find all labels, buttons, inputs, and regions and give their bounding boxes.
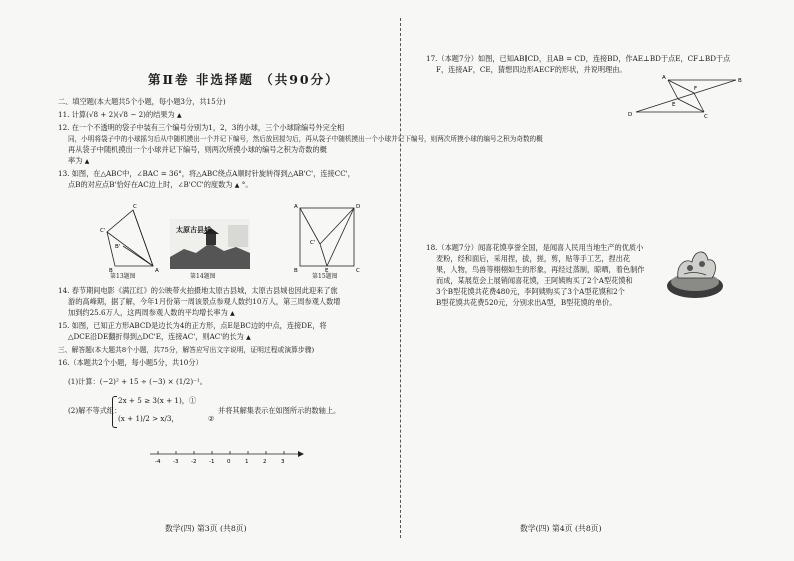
answer-blank-icon: ▲ (230, 310, 235, 317)
question-15-line-1: 15. 如图，已知正方形ABCD是边长为4的正方形，点E是BC边的中点，连接DE，将 (58, 321, 327, 330)
page-divider (400, 18, 401, 538)
question-15-text: △DCE沿DE翻折得到△DC'E，连接AC'，则AC'的长为 (68, 332, 244, 341)
question-13-end: °。 (241, 180, 253, 189)
question-12-line-4 (68, 156, 89, 167)
inequality-2-mark: ② (208, 414, 215, 423)
question-18-line-5: 3个B型花馍共花费480元，李阿姨购买了3个A型花馍和2个 (436, 287, 625, 296)
question-18-line-1: 18.（本题7分）闻喜花馍享誉全国，是闻喜人民用当地生产的优质小 (426, 243, 644, 252)
number-line-label: 0 (227, 459, 231, 465)
answer-blank-icon: ▲ (234, 182, 240, 189)
fig13-label-b-prime: B' (115, 244, 121, 250)
question-14-line-3 (68, 308, 235, 319)
fig17-label-f: F (694, 86, 698, 92)
question-14-text: 加到约25.6万人，这两周参观人数的平均增长率为 (68, 308, 228, 317)
page-4-footer: 数学(四) 第4页 (共8页) (520, 524, 602, 533)
fig15-label-c-prime: C' (310, 240, 316, 246)
figure-14-caption-art: 太原古县城 (176, 225, 211, 234)
fig17-label-b: B (738, 78, 742, 84)
question-18-line-6: B型花馍共花费520元，分别求出A型，B型花馍的单价。 (436, 298, 617, 307)
question-17-line-1: 17.（本题7分）如图，已知AB∥CD，且AB = CD，连接BD，作AE⊥BD于点E，CF⊥BD于点 (426, 54, 731, 63)
question-18-line-3: 果，人物，鸟兽等栩栩如生的形象，再经过蒸制，晾晒，着色制作 (436, 265, 645, 274)
number-line-label: -2 (191, 459, 197, 465)
fig15-label-e: E (325, 268, 329, 274)
inequality-1: 2x + 5 ≥ 3(x + 1)，① (118, 396, 197, 405)
figure-14-photo (170, 219, 250, 269)
question-17-line-2: F，连接AF，CE，猜想四边形AECF的形状，并说明理由。 (436, 65, 627, 74)
fig15-label-c: C (356, 268, 360, 274)
fig17-label-a: A (662, 75, 666, 81)
fig13-label-c-prime: C' (100, 228, 106, 234)
question-16-part-2-label: (2)解不等式组： (68, 406, 122, 415)
question-16-part-1: (1)计算：(−2)² + 15 ÷ (−3) × (1/2)⁻¹。 (68, 377, 207, 386)
question-12-line-2: 同，小明将袋子中的小球摇匀后从中随机摸出一个并记下编号，然后放回搅匀后，再从袋子中随机摸出一个小球并记下编号，则两次所摸小球的编号之积为奇数的概 (68, 135, 543, 143)
question-18-line-4: 而成，某展览会上展销闻喜花馍，王阿姨购买了2个A型花馍和 (436, 276, 633, 285)
fig15-label-b: B (294, 268, 298, 274)
figure-13-caption: 第13题图 (110, 273, 136, 280)
fig13-label-a: A (155, 268, 159, 274)
question-11 (58, 110, 182, 121)
number-line-ticks (155, 451, 285, 465)
number-line-label: -3 (173, 459, 179, 465)
fig15-label-a: A (294, 204, 298, 210)
question-14-line-2: 游的高峰期，据了解，今年1月份第一周该景点参观人数约10万人，第三周参观人数增 (68, 297, 341, 306)
fig17-label-c: C (704, 114, 708, 120)
figure-17 (624, 72, 750, 120)
exam-page-4 (402, 0, 794, 561)
system-brace (112, 396, 117, 428)
section-title: 第Ⅱ卷 非选择题 （共90分） (148, 72, 340, 87)
number-line-label: 1 (245, 459, 249, 465)
question-11-text: 11. 计算(√8 + 2)(√8 − 2)的结果为 (58, 110, 175, 119)
number-line-label: -1 (209, 459, 215, 465)
question-13-line-1: 13. 如图，在△ABC中，∠BAC = 36°，将△ABC绕点A顺时针旋转得到△AB'C'，连接CC'， (58, 169, 355, 178)
question-13-text: 点B的对应点B'恰好在AC边上时，∠B'CC'的度数为 (68, 180, 233, 189)
fig13-label-b: B (109, 268, 113, 274)
question-12-tail: 率为 (68, 156, 83, 165)
question-12-line-3: 再从袋子中随机摸出一个小球并记下编号，则两次所摸小球的编号之积为奇数的概 (68, 145, 327, 154)
fig15-label-d: D (356, 204, 361, 210)
section-3-heading: 三、解答题(本大题共8个小题，共75分，解答应写出文字说明，证明过程或演算步骤) (58, 346, 315, 354)
question-16-part-2-tail: 并将其解集表示在如图所示的数轴上。 (218, 406, 341, 415)
huamo-photo-icon (664, 238, 726, 304)
question-18-line-2: 麦粉，经和面后，采用捏，拔，搓，剪，贴等手工艺，捏出花 (436, 254, 631, 263)
section-2-heading: 二、填空题(本大题共5个小题，每小题3分，共15分) (58, 97, 226, 106)
number-line-label: -4 (155, 459, 161, 465)
number-line-label: 2 (263, 459, 267, 465)
number-line-label: 3 (281, 459, 285, 465)
question-12-line-1: 12. 在一个不透明的袋子中装有三个编号分别为1，2，3的小球，三个小球除编号外完全相 (58, 123, 345, 132)
figure-13 (95, 200, 165, 278)
answer-blank-icon: ▲ (177, 112, 182, 119)
number-line (148, 446, 308, 468)
fig17-label-d: D (628, 112, 633, 118)
page-3-footer: 数学(四) 第3页 (共8页) (165, 524, 247, 533)
question-16-heading: 16.（本题共2个小题，每小题5分，共10分） (58, 358, 203, 367)
figure-15 (290, 202, 366, 274)
answer-blank-icon: ▲ (84, 158, 90, 165)
question-15-line-2 (68, 332, 251, 343)
figure-15-caption: 第15题图 (312, 273, 338, 280)
question-14-line-1: 14. 春节期间电影《满江红》的公映带火拍摄地太原古县城，太原古县城也因此迎来了旅 (58, 286, 338, 295)
answer-blank-icon: ▲ (246, 334, 251, 341)
question-13-line-2 (68, 180, 253, 191)
fig13-label-c: C (133, 204, 137, 210)
inequality-2: (x + 1)/2 > x/3， (118, 414, 179, 423)
fig17-label-e: E (672, 102, 676, 108)
figure-14-caption: 第14题图 (190, 273, 216, 280)
